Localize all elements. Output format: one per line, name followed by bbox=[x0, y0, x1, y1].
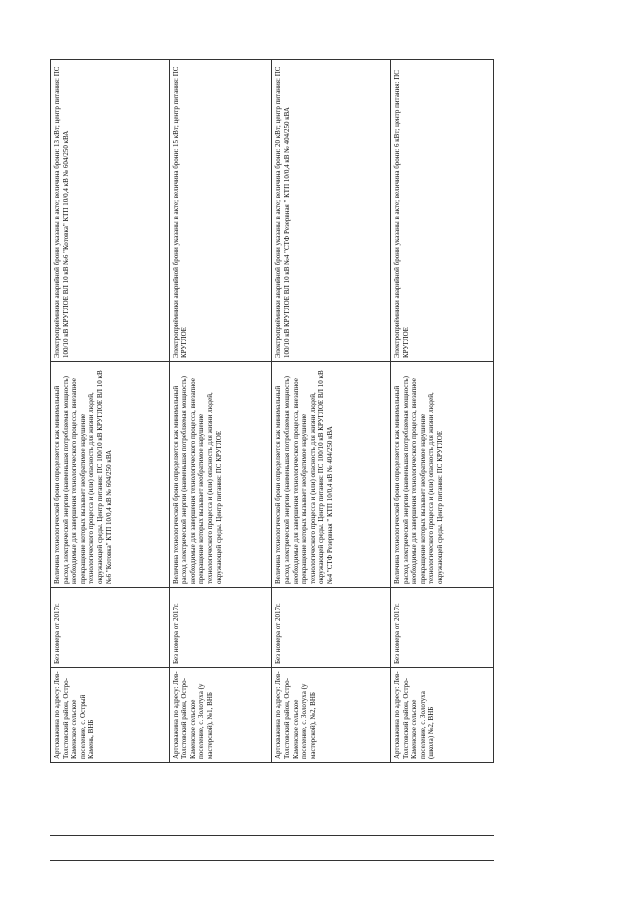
address-cell: Артскважина по адресу: Лев-Толстовский район, Остро-Каменское сельское поселение, с. Острый Камень, ВНБ bbox=[51, 668, 170, 763]
address-cell: Артскважина по адресу: Лев-Толстовский район, Остро-Каменское сельское поселение, с. Золотуха (школа) №2, ВНБ bbox=[391, 668, 494, 763]
note-cell: Электроприёмники аварийной брони указаны в акте; величина брони: 20 кВт; центр питания: ПС 100/10 кВ КРУГЛОЕ ВЛ 10 кВ №4 "СТФ Резервная " КТП 10/0,4 кВ № 404/250 кВА bbox=[272, 60, 391, 362]
act-number-cell: Без номера от 2017г. bbox=[51, 588, 170, 668]
table-row bbox=[51, 60, 170, 763]
table-row bbox=[391, 60, 494, 763]
note-cell: Электроприёмники аварийной брони указаны в акте; величина брони: 15 кВт; центр питания: ПС КРУГЛОЕ bbox=[169, 60, 272, 362]
justification-cell: Величина технологической брони определяется как минимальный расход электрической энергии (наименьшая потребляемая мощность) необходимые для завершения технологического процесса, внезапное прекращение которых вызывает необратимое нарушение технологического процесса и (или) опасность для жизни людей, окружающей среды. Центр питания: ПС КРУГЛОЕ bbox=[391, 362, 494, 588]
justification-cell: Величина технологической брони определяется как минимальный расход электрической энергии (наименьшая потребляемая мощность) необходимые для завершения технологического процесса, внезапное прекращение которых вызывает необратимое нарушение технологического процесса и (или) опасность для жизни людей, окружающей среды. Центр питания: ПС КРУГЛОЕ bbox=[169, 362, 272, 588]
table-bottom-rule bbox=[50, 860, 494, 861]
justification-cell: Величина технологической брони определяется как минимальный расход электрической энергии (наименьшая потребляемая мощность) необходимые для завершения технологического процесса, внезапное прекращение которых вызывает необратимое нарушение технологического процесса и (или) опасность для жизни людей, окружающей среды. Центр питания: ПС 100/10 кВ КРУГЛОЕ ВЛ 10 кВ №6 "Котовка" КТП 10/0,4 кВ № 604/250 кВА bbox=[51, 362, 170, 588]
act-number-cell: Без номера от 2017г. bbox=[391, 588, 494, 668]
rotated-table-container bbox=[50, 60, 494, 763]
table-bottom-rule bbox=[50, 835, 494, 836]
note-cell: Электроприёмники аварийной брони указаны в акте; величина брони: 13 кВт; центр питания: ПС 100/10 кВ КРУГЛОЕ ВЛ 10 кВ №6 "Котовка" КТП 10/0,4 кВ № 604/250 кВА bbox=[51, 60, 170, 362]
address-cell: Артскважина по адресу: Лев-Толстовский район, Остро-Каменское сельское поселение, с. Золотуха (у мастерской), №1, ВНБ bbox=[169, 668, 272, 763]
table-row bbox=[272, 60, 391, 763]
act-number-cell: Без номера от 2017г. bbox=[169, 588, 272, 668]
note-cell: Электроприёмники аварийной брони указаны в акте; величина брони: 6 кВт; центр питания: ПС КРУГЛОЕ bbox=[391, 60, 494, 362]
justification-cell: Величина технологической брони определяется как минимальный расход электрической энергии (наименьшая потребляемая мощность) необходимые для завершения технологического процесса, внезапное прекращение которых вызывает необратимое нарушение технологического процесса и (или) опасность для жизни людей, окружающей среды. Центр питания: ПС 100/10 кВ КРУГЛОЕ ВЛ 10 кВ №4 "СТФ Резервная " КТП 10/0,4 кВ № 404/250 кВА bbox=[272, 362, 391, 588]
reserve-table bbox=[50, 59, 494, 763]
act-number-cell: Без номера от 2017г. bbox=[272, 588, 391, 668]
address-cell: Артскважина по адресу: Лев-Толстовский район, Остро-Каменское сельское поселение, с. Золотуха (у мастерской), №2, ВНБ bbox=[272, 668, 391, 763]
table-row bbox=[169, 60, 272, 763]
